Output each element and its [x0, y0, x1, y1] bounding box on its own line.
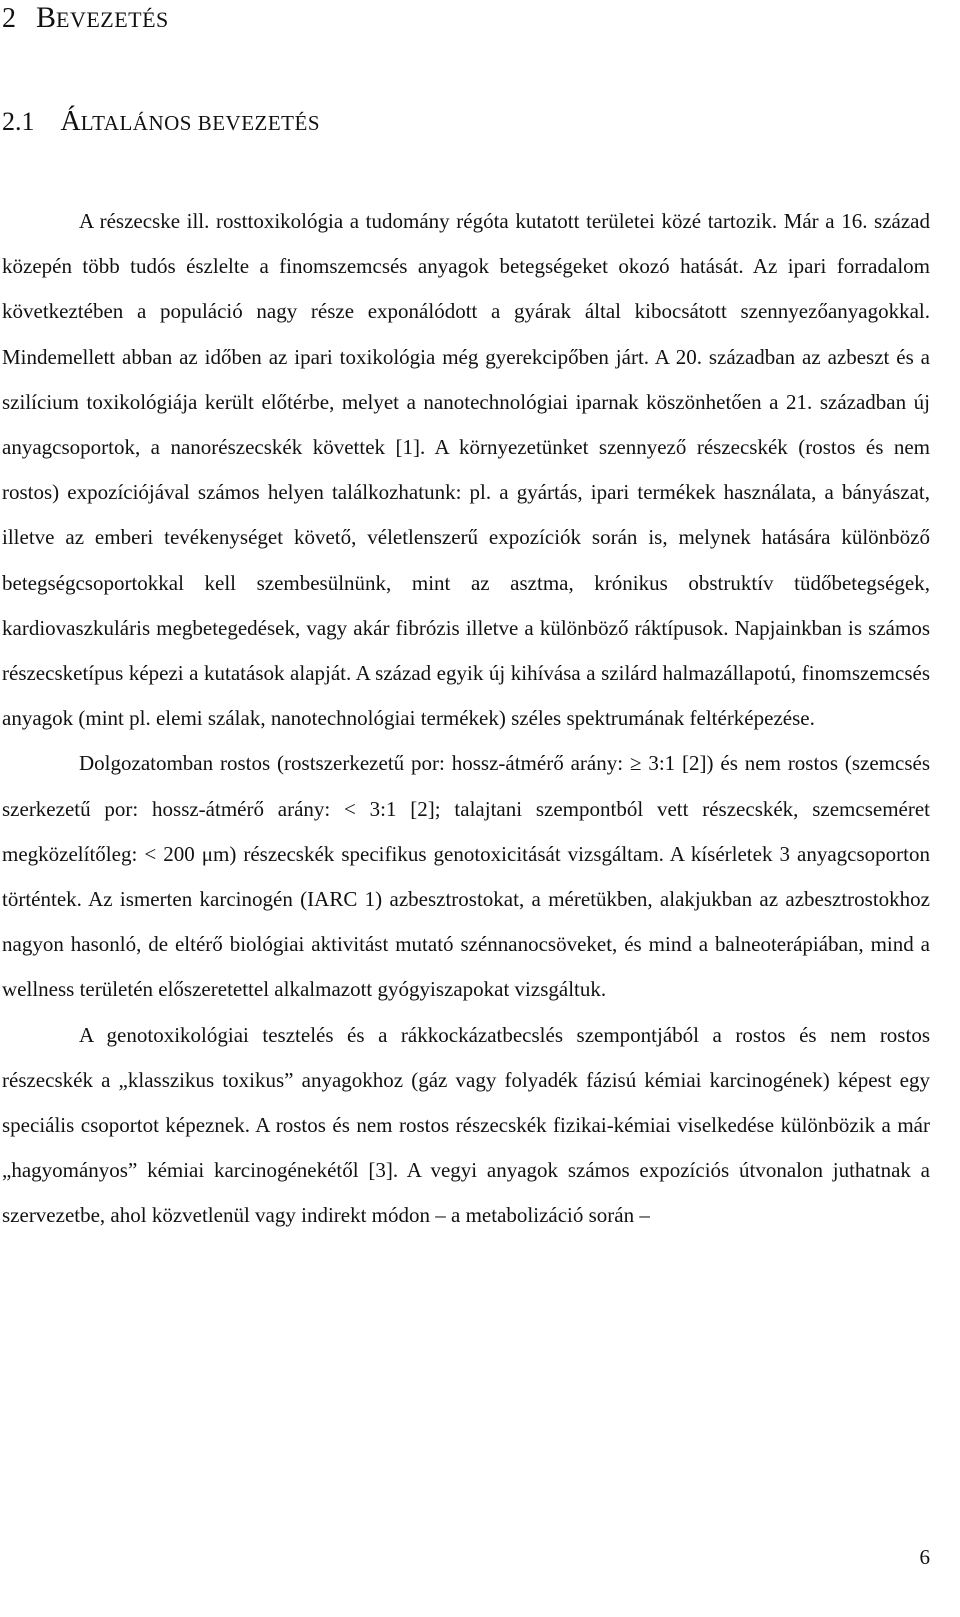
chapter-number: 2 — [2, 3, 16, 34]
section-number: 2.1 — [2, 107, 35, 136]
section-heading — [2, 104, 320, 141]
paragraph-3: A genotoxikológiai tesztelés és a rákkockázatbecslés szempontjából a rostos és nem rostos részecskék a „klasszikus toxikus” anyagokhoz (gáz vagy folyadék fázisú kémiai karcinogének) képest egy speciális csoportot képeznek. A rostos és nem rostos részecskék fizikai-kémiai viselkedése különbözik a már „hagyományos” kémiai karcinogénekétől [3]. A vegyi anyagok számos expozíciós útvonalon juthatnak a szervezetbe, ahol közvetlenül vagy indirekt módon – a metabolizáció során – — [2, 1022, 930, 1228]
section-title-rest: LTALÁNOS BEVEZETÉS — [80, 111, 321, 135]
body-text — [2, 199, 930, 1239]
paragraph-1: A részecske ill. rosttoxikológia a tudomány régóta kutatott területei közé tartozik. Már a 16. század közepén több tudós észlelte a finomszemcsés anyagok betegségeket okozó hatását. Az ipari forradalom következtében a populáció nagy része exponálódott a gyárak által kibocsátott szennyezőanyagokkal. Mindemellett abban az időben az ipari toxikológia még gyerekcipőben járt. A 20. században az azbeszt és a szilícium toxikológiája került előtérbe, melyet a nanotechnológiai iparnak köszönhetően a 21. században új anyagcsoportok, a nanorészecskék követtek [1]. A környezetünket szennyező részecskék (rostos és nem rostos) expozíciójával számos helyen találkozhatunk: pl. a gyártás, ipari termékek használata, a bányászat, illetve az emberi tevékenységet követő, véletlenszerű expozíciók során is, melynek hatására különböző betegségcsoportokkal kell szembesülnünk, mint az asztma, krónikus obstruktív tüdőbetegségek, kardiovaszkuláris megbetegedések, vagy akár fibrózis illetve a különböző ráktípusok. Napjainkban is számos részecsketípus képezi a kutatások alapját. A század egyik új kihívása a szilárd halmazállapotú, finomszemcsés anyagok (mint pl. elemi szálak, nanotechnológiai termékek) széles spektrumának feltérképezése. — [2, 209, 930, 731]
section-title-initial: Á — [60, 106, 81, 137]
page-number: 6 — [919, 1545, 930, 1569]
paragraph-2: Dolgozatomban rostos (rostszerkezetű por: hossz-átmérő arány: ≥ 3:1 [2]) és nem rostos (szemcsés szerkezetű por: hossz-átmérő arány: < 3:1 [2]; talajtani szempontból vett részecskék, szemcseméret megközelítőleg: < 200 μm) részecskék specifikus genotoxicitását vizsgáltam. A kísérletek 3 anyagcsoporton történtek. Az ismerten karcinogén (IARC 1) azbesztrostokat, a méretükben, alakjukban az azbesztrostokhoz nagyon hasonló, de eltérő biológiai aktivitást mutató szénnanocsöveket, és mind a balneoterápiában, mind a wellness területén előszeretettel alkalmazott gyógyiszapokat vizsgáltuk. — [2, 751, 930, 1002]
chapter-title-initial: B — [36, 1, 57, 34]
chapter-heading — [2, 0, 169, 38]
chapter-title-rest: EVEZETÉS — [56, 7, 169, 32]
